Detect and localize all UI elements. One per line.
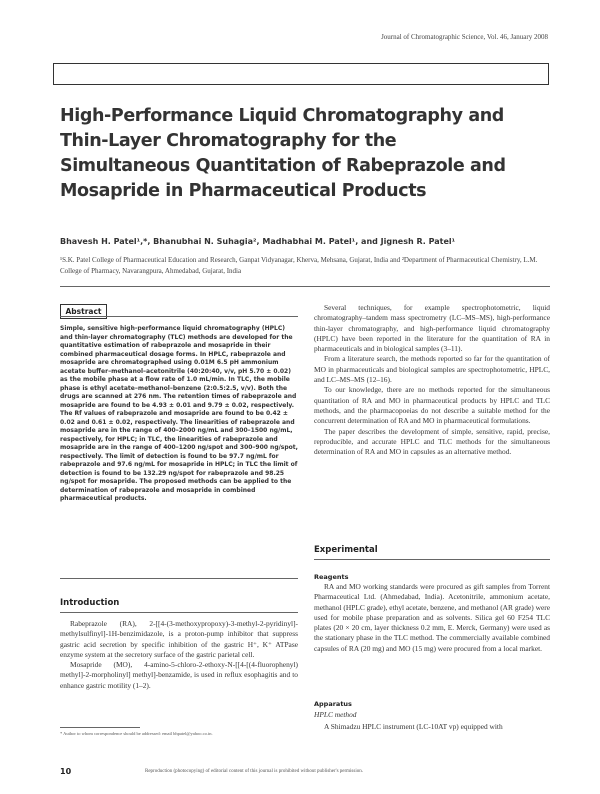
experimental-heading: Experimental bbox=[314, 545, 378, 555]
correspondence-footnote: * Author to whom correspondence should be addressed: email bhpatel@yahoo.co.in. bbox=[60, 731, 213, 736]
abstract-top-rule bbox=[60, 316, 298, 317]
affiliation-divider bbox=[60, 286, 550, 287]
article-title: High-Performance Liquid Chromatography and Thin-Layer Chromatography for the Simultaneous Quantitation of Rabeprazole and Mosapride in Pharmaceutical Products bbox=[60, 106, 506, 201]
introduction-continued bbox=[314, 303, 550, 457]
apparatus-paragraph: A Shimadzu HPLC instrument (LC-10AT vp) equipped with bbox=[324, 722, 503, 731]
abstract-text: Simple, sensitive high-performance liquid chromatography (HPLC) and thin-layer chromatography (TLC) methods are developed for the quantitative estimation of rabeprazole and mosapride in their combined pharmaceutical dosage forms. In HPLC, rabeprazole and mosapride are chromatographed using 0.01M 6.5 pH ammonium acetate buffer–methanol–acetonitrile (40:20:40, v/v, pH 5.70 ± 0.02) as the mobile phase at a flow rate of 1.0 mL/min. In TLC, the mobile phase is ethyl acetate–methanol–benzene (2:0.5:2.5, v/v). Both the drugs are scanned at 276 nm. The retention times of rabeprazole and mosapride are found to be 4.93 ± 0.01 and 9.79 ± 0.02, respectively. The Rf values of rabeprazole and mosapride are found to be 0.42 ± 0.02 and 0.61 ± 0.02, respectively. The linearities of rabeprazole and mosapride are in the range of 400–2000 ng/mL and 300–1500 ng/mL, respectively, for HPLC; in TLC, the linearities of rabeprazole and mosapride are in the range of 400–1200 ng/spot and 300–900 ng/spot, respectively. The limit of detection is found to be 97.7 ng/mL for rabeprazole and 97.6 ng/mL for mosapride in HPLC; in TLC the limit of detection is found to be 132.29 ng/spot for rabeprazole and 98.25 ng/spot for mosapride. The proposed methods can be applied to the determination of rabeprazole and mosapride in combined pharmaceutical products. bbox=[60, 325, 298, 502]
right-paragraph-1: Several techniques, for example spectrophotometric, liquid chromatography–tandem mass spectrometry (LC–MS–MS), high-performance thin-layer chromatography, and high-performance liquid chromatography (HPLC) have been reported in the literature for the quantitation of RA in pharmaceuticals and in biological samples (3–11). bbox=[314, 303, 550, 354]
apparatus-heading: Apparatus bbox=[314, 700, 352, 708]
reagents-body bbox=[314, 582, 550, 654]
page-number: 10 bbox=[60, 767, 72, 776]
reagents-paragraph: RA and MO working standards were procured as gift samples from Torrent Pharmaceutical Ltd. (Ahmedabad, India). Acetonitrile, ammonium acetate, methanol (HPLC grade), ethyl acetate, benzene, and methanol (AR grade) were used for mobile phase preparation and as solvents. Silica gel 60 F254 TLC plates (20 × 20 cm, layer thickness 0.2 mm, E. Merck, Germany) were used as the stationary phase in the TLC method. The commercially available combined capsules of RA (20 mg) and MO (15 mg) were procured from a local market. bbox=[314, 582, 550, 653]
right-paragraph-4: The paper describes the development of simple, sensitive, rapid, precise, reproducible, and accurate HPLC and TLC methods for the simultaneous determination of RA and MO in capsules as an alternative method. bbox=[314, 426, 550, 457]
journal-citation: Journal of Chromatographic Science, Vol. 46, January 2008 bbox=[381, 33, 548, 41]
author-affiliations: ¹S.K. Patel College of Pharmaceutical Education and Research, Ganpat Vidyanagar, Kherva, Mehsana, Gujarat, India and ²Department of Pharmaceutical Chemistry, L.M. College of Pharmacy, Navarangpura, Ahmedabad, Gujarat, India bbox=[60, 256, 538, 275]
author-list: Bhavesh H. Patel¹,*, Bhanubhai N. Suhagia², Madhabhai M. Patel¹, and Jignesh R. Patel¹ bbox=[60, 237, 456, 246]
hplc-method-heading: HPLC method bbox=[314, 710, 357, 719]
introduction-rule bbox=[60, 612, 298, 613]
abstract-bottom-rule bbox=[60, 578, 298, 579]
reproduction-notice: Reproduction (photocopying) of editorial content of this journal is prohibited without publisher's permission. bbox=[145, 769, 363, 774]
header-banner-box bbox=[53, 63, 549, 85]
right-paragraph-2: From a literature search, the methods reported so far for the quantitation of MO in pharmaceuticals and biological samples are spectrophotometric, HPLC, and LC–MS–MS (12–16). bbox=[314, 354, 550, 385]
right-paragraph-3: To our knowledge, there are no methods reported for the simultaneous quantitation of RA and MO in pharmaceutical products by HPLC and TLC methods, and the pharmacopoeias do not describe a suitable method for the concurrent determination of RA and MO in pharmaceutical formulations. bbox=[314, 385, 550, 426]
introduction-body bbox=[60, 619, 298, 691]
experimental-rule bbox=[314, 559, 550, 560]
introduction-heading: Introduction bbox=[60, 598, 120, 608]
abstract-label: Abstract bbox=[60, 304, 107, 319]
footnote-rule bbox=[60, 727, 140, 728]
introduction-paragraph-1: Rabeprazole (RA), 2-[[4-(3-methoxypropoxy)-3-methyl-2-pyridinyl]-methylsulfinyl]-1H-benzimidazole, is a proton-pump inhibitor that suppress gastric acid secretion by specific inhibition of the gastric H⁺, K⁺ ATPase enzyme system at the secretory surface of the gastric parietal cell. bbox=[60, 619, 298, 659]
reagents-heading: Reagents bbox=[314, 573, 349, 581]
introduction-paragraph-2: Mosapride (MO), 4-amino-5-chloro-2-ethoxy-N-[[4-[(4-fluorophenyl) methyl]-2-morpholinyl] methyl]-benzamide, is used in reflux esophagitis and to enhance gastric motility (1–2). bbox=[60, 660, 298, 690]
apparatus-body bbox=[314, 722, 550, 732]
